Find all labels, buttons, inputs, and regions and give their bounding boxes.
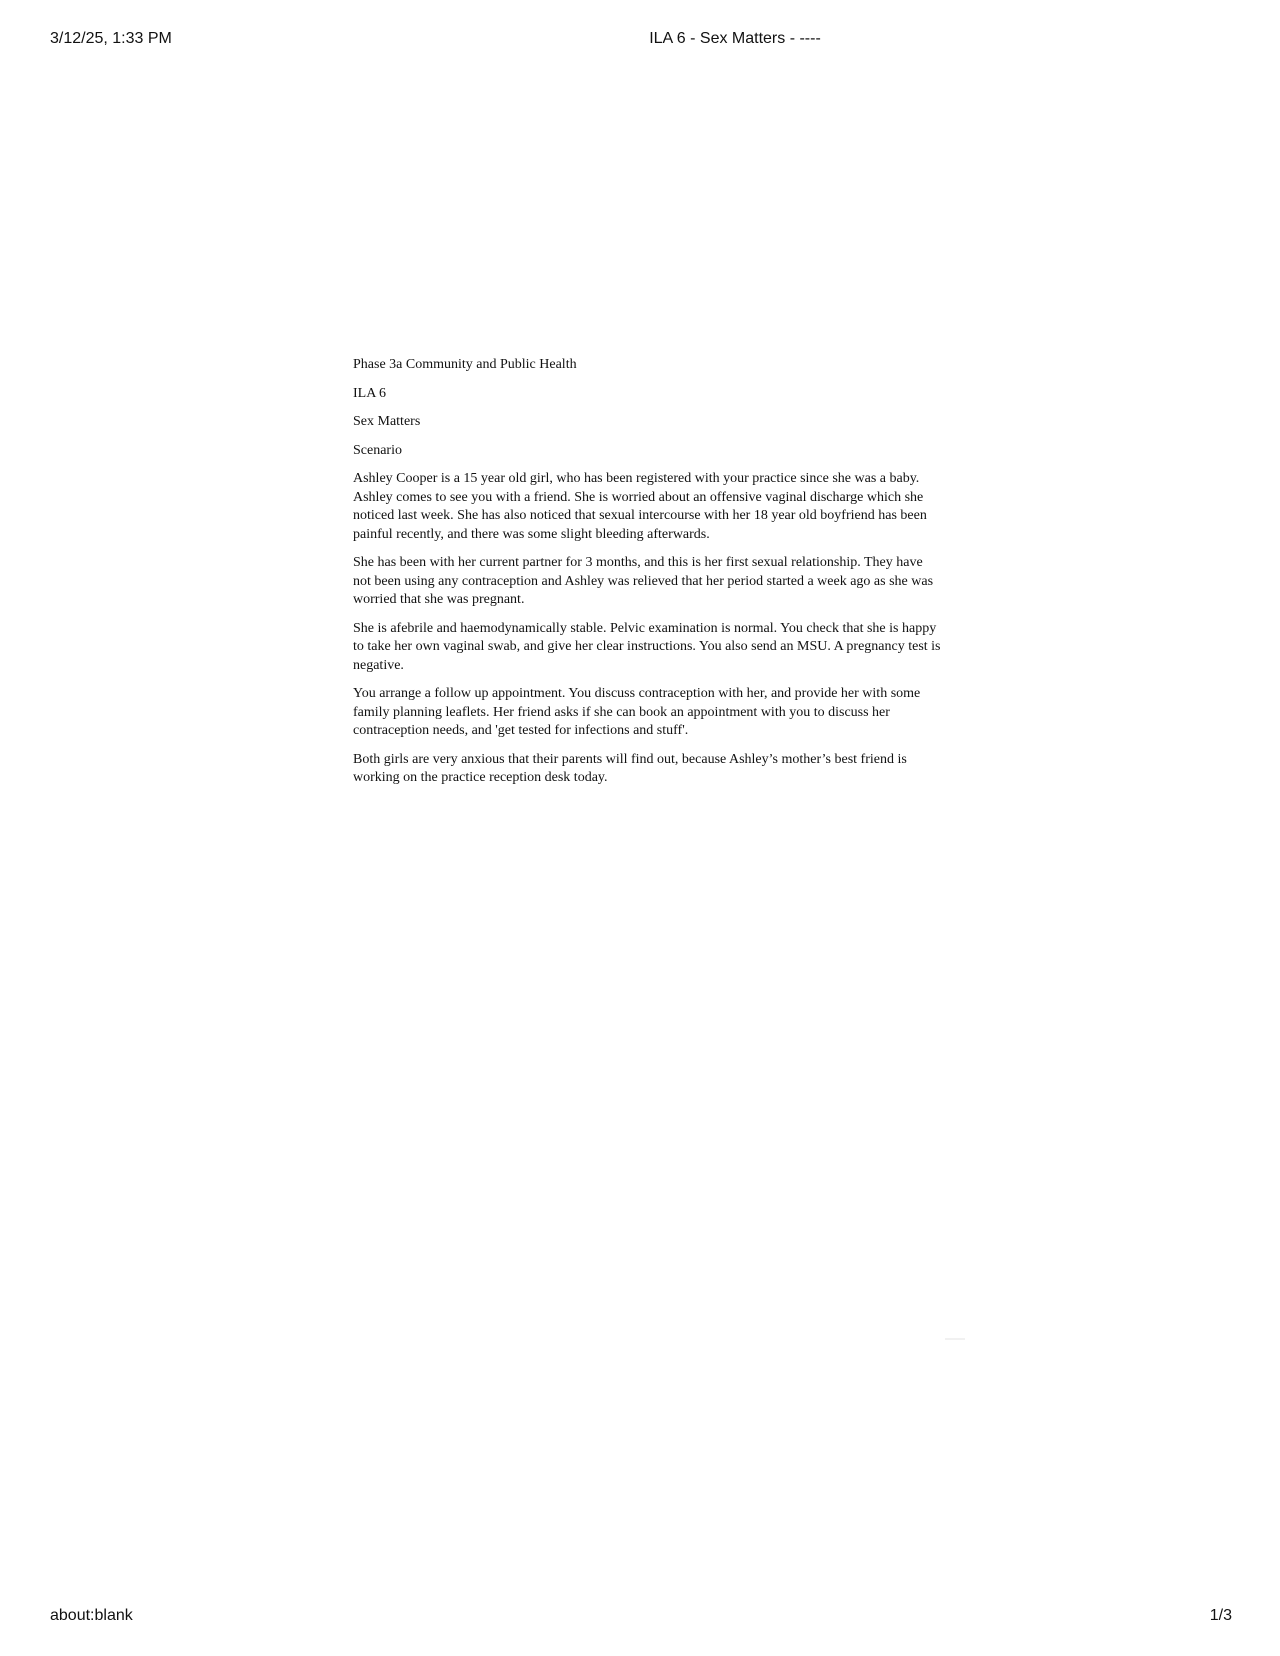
topic-title: Sex Matters [353, 414, 421, 429]
print-datetime: 3/12/25, 1:33 PM [50, 30, 172, 47]
print-title: ILA 6 - Sex Matters - ---- [649, 30, 821, 47]
document-body [353, 356, 943, 798]
print-footer [0, 1607, 1280, 1637]
print-header [0, 30, 1280, 60]
scenario-paragraph: She is afebrile and haemodynamically stable. Pelvic examination is normal. You check that she is happy to take her own vaginal swab, and give her clear instructions. You also send an MSU. A pregnancy test is negative. [353, 620, 941, 673]
course-title: Phase 3a Community and Public Health [353, 357, 577, 372]
print-url: about:blank [50, 1607, 133, 1624]
page-number: 1/3 [1209, 1607, 1232, 1624]
scenario-paragraph: Both girls are very anxious that their parents will find out, because Ashley’s mother’s best friend is working on the practice reception desk today. [353, 751, 907, 785]
ila-label: ILA 6 [353, 385, 387, 401]
scenario-paragraph: Ashley Cooper is a 15 year old girl, who has been registered with your practice since she was a baby. Ashley comes to see you with a friend. She is worried about an offensive vaginal discharge which she noticed last week. She has also noticed that sexual intercourse with her 18 year old boyfriend has been painful recently, and there was some slight bleeding afterwards. [353, 471, 927, 542]
scenario-paragraph: You arrange a follow up appointment. You discuss contraception with her, and provide her with some family planning leaflets. Her friend asks if she can book an appointment with you to discuss her contraception needs, and 'get tested for infections and stuff'. [353, 686, 921, 738]
scenario-paragraph: She has been with her current partner for 3 months, and this is her first sexual relationship. They have not been using any contraception and Ashley was relieved that her period started a week ago as she was worried that she was pregnant. [353, 555, 934, 607]
scan-artifact [945, 1338, 965, 1340]
section-heading: Scenario [353, 442, 402, 458]
